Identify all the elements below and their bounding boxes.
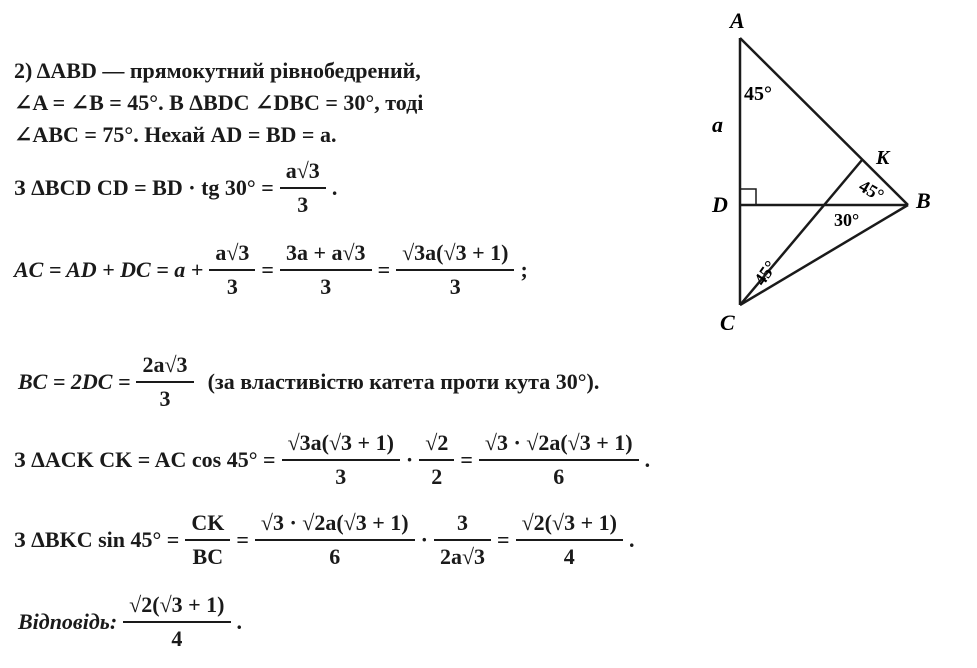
bkc-eq-1: = bbox=[236, 527, 249, 552]
ck-eq: = bbox=[460, 447, 473, 472]
bkc-f1-den: BC bbox=[185, 539, 230, 570]
ck-f3-den: 6 bbox=[479, 459, 639, 490]
answer-label: Відповідь: bbox=[18, 609, 118, 634]
bkc-lhs: З ΔBKC sin 45° = bbox=[14, 527, 180, 552]
ac-f1-num: a√3 bbox=[215, 240, 250, 265]
answer-num: √2(√3 + 1) bbox=[129, 592, 225, 617]
cd-den: 3 bbox=[280, 187, 326, 218]
bc-num: 2a√3 bbox=[142, 352, 188, 377]
ac-eq-1: = bbox=[261, 257, 274, 282]
label-c-vertex: C bbox=[720, 310, 735, 335]
segment-cb bbox=[740, 205, 908, 305]
bkc-end: . bbox=[628, 527, 635, 552]
text-line-2: ∠A = ∠B = 45°. В ΔBDC ∠DBC = 30°, тоді bbox=[14, 90, 424, 115]
ck-f1-num: √3a(√3 + 1) bbox=[287, 430, 394, 455]
label-a-vertex: A bbox=[730, 8, 745, 33]
bkc-dot: · bbox=[420, 527, 428, 552]
angle-a-label: 45° bbox=[744, 83, 772, 105]
ac-f2-den: 3 bbox=[280, 269, 372, 300]
label-d-vertex: D bbox=[712, 192, 728, 217]
angle-dbc-label: 30° bbox=[834, 210, 860, 230]
label-side-a: a bbox=[712, 112, 723, 137]
cd-lhs: З ΔBCD CD = BD · tg 30° = bbox=[14, 175, 274, 200]
bkc-f1-num: CK bbox=[191, 510, 225, 535]
bkc-f4-den: 4 bbox=[516, 539, 623, 570]
label-b-vertex: B bbox=[916, 188, 931, 213]
cd-end: . bbox=[331, 175, 338, 200]
ck-f3-num: √3 · √2a(√3 + 1) bbox=[484, 430, 633, 455]
segment-ab bbox=[740, 38, 908, 205]
ck-f2-den: 2 bbox=[419, 459, 454, 490]
bc-den: 3 bbox=[136, 381, 193, 412]
bkc-f3-den: 2a√3 bbox=[434, 539, 491, 570]
ck-f2-num: √2 bbox=[425, 430, 449, 455]
bkc-f2-den: 6 bbox=[255, 539, 415, 570]
ac-end: ; bbox=[520, 257, 528, 282]
bkc-f3-num: 3 bbox=[457, 510, 468, 535]
ck-f1-den: 3 bbox=[282, 459, 400, 490]
answer-den: 4 bbox=[123, 621, 230, 652]
angle-kbc-label: 45° bbox=[855, 175, 888, 206]
bkc-f2-num: √3 · √2a(√3 + 1) bbox=[260, 510, 409, 535]
ac-f3-num: √3a(√3 + 1) bbox=[402, 240, 509, 265]
ac-lhs: AC = AD + DC = a + bbox=[14, 257, 204, 282]
bkc-f4-num: √2(√3 + 1) bbox=[521, 510, 617, 535]
label-k-vertex: K bbox=[876, 147, 890, 169]
bc-note: (за властивістю катета проти кута 30°). bbox=[207, 369, 600, 394]
ac-f1-den: 3 bbox=[209, 269, 255, 300]
answer-end: . bbox=[236, 609, 243, 634]
ck-dot: · bbox=[405, 447, 414, 472]
ac-f2-num: 3a + a√3 bbox=[285, 240, 366, 265]
bc-lhs: BC = 2DC = bbox=[18, 369, 131, 394]
ac-f3-den: 3 bbox=[396, 269, 514, 300]
text-line-3: ∠ABC = 75°. Нехай AD = BD = a. bbox=[14, 122, 337, 147]
ac-eq-2: = bbox=[377, 257, 391, 282]
ck-lhs: З ΔACK CK = AC cos 45° = bbox=[14, 447, 276, 472]
bkc-eq-2: = bbox=[497, 527, 510, 552]
right-angle-mark bbox=[740, 189, 756, 205]
text-line-1: 2) ΔABD — прямокутний рівнобедрений, bbox=[14, 58, 421, 83]
cd-num: a√3 bbox=[285, 158, 320, 183]
angle-c-label: 45° bbox=[749, 256, 781, 290]
ck-end: . bbox=[644, 447, 651, 472]
